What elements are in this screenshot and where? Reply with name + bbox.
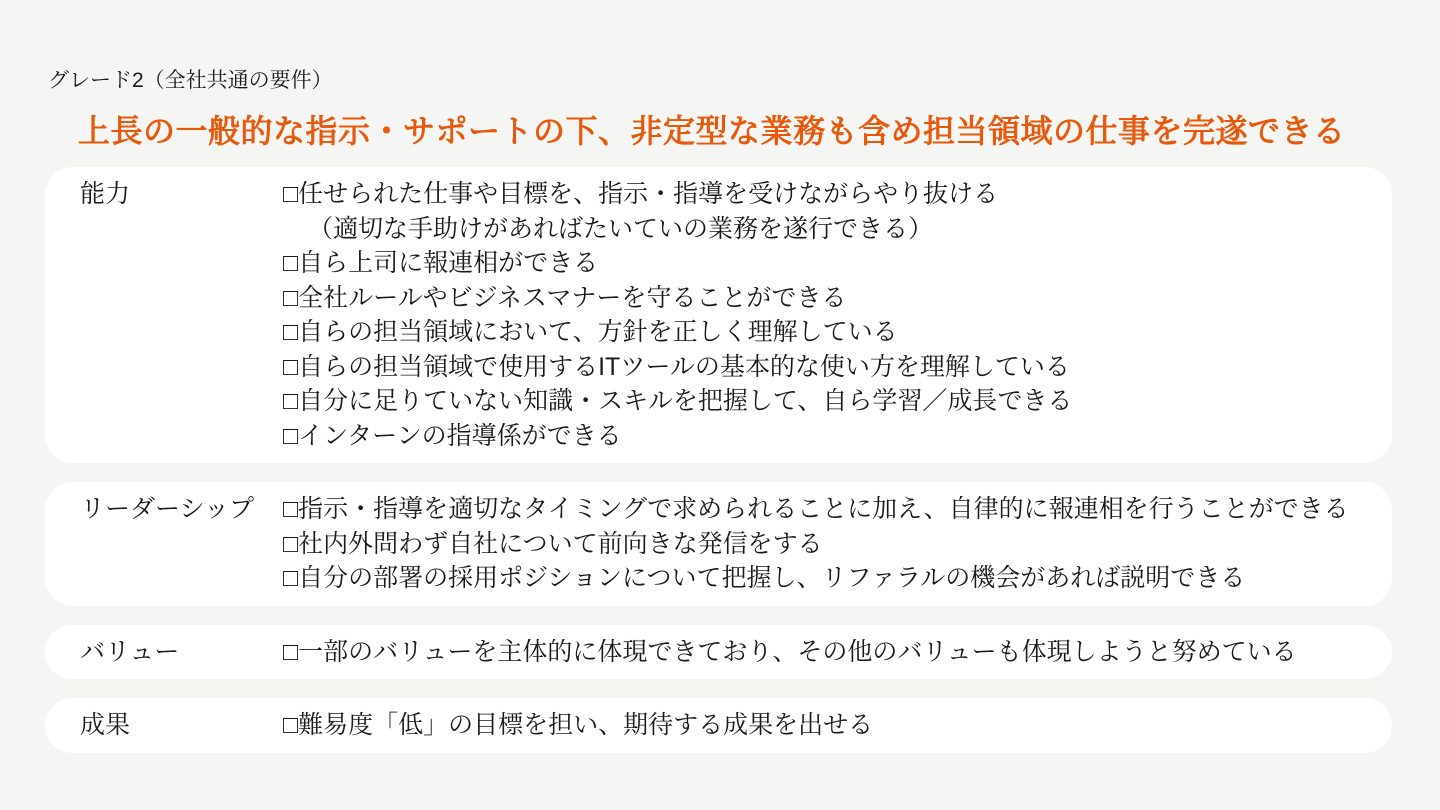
section-card-results xyxy=(45,698,1392,753)
checklist-item xyxy=(283,246,1372,281)
item-text: 自分に足りていない知識・スキルを把握して、自ら学習／成長できる xyxy=(298,387,1073,415)
item-text: 全社ルールやビジネスマナーを守ることができる xyxy=(298,283,847,312)
item-text: 自らの担当領域において、方針を正しく理解している xyxy=(298,318,898,346)
checklist-item xyxy=(283,708,1372,743)
checkbox-icon: □ xyxy=(283,180,299,208)
item-text: インターンの指導係ができる xyxy=(298,421,622,450)
checkbox-icon: □ xyxy=(283,283,299,312)
checkbox-icon: □ xyxy=(283,529,299,558)
checklist-item xyxy=(283,492,1372,527)
checklist xyxy=(283,177,1372,453)
checkbox-icon: □ xyxy=(283,495,299,523)
checkbox-icon: □ xyxy=(283,249,299,277)
item-text: 一部のバリューを主体的に体現できており、その他のバリューも体現しようと努めている xyxy=(298,637,1297,666)
section-card-values xyxy=(45,625,1392,680)
checkbox-icon: □ xyxy=(283,318,299,346)
section-card-leadership xyxy=(45,482,1392,606)
item-text: 指示・指導を適切なタイミングで求められることに加え、自律的に報連相を行うことができる xyxy=(298,495,1349,523)
item-text: （適切な手助けがあればたいていの業務を遂行できる） xyxy=(308,214,934,243)
checklist-item xyxy=(283,527,1372,562)
item-text: 任せられた仕事や目標を、指示・指導を受けながらやり抜ける xyxy=(298,180,999,208)
checklist-item xyxy=(283,635,1372,670)
item-text: 自分の部署の採用ポジションについて把握し、リファラルの機会があれば説明できる xyxy=(298,564,1246,592)
item-text: 社内外問わず自社について前向きな発信をする xyxy=(298,529,823,558)
checkbox-icon: □ xyxy=(283,637,299,666)
section-label: 能力 xyxy=(80,180,131,208)
checklist-item-note xyxy=(283,212,1372,247)
checkbox-icon: □ xyxy=(283,564,299,592)
checklist-item xyxy=(283,315,1372,350)
checklist-item xyxy=(283,419,1372,454)
checklist-item xyxy=(283,281,1372,316)
section-label: バリュー xyxy=(80,637,180,666)
section-label: 成果 xyxy=(80,711,131,739)
item-text: 自らの担当領域で使用するITツールの基本的な使い方を理解している xyxy=(298,352,1070,381)
checkbox-icon: □ xyxy=(283,352,299,381)
page-title: グレード2（全社共通の要件） xyxy=(48,69,333,92)
checklist-item xyxy=(283,384,1372,419)
item-text: 自ら上司に報連相ができる xyxy=(298,249,599,277)
checklist xyxy=(283,708,1372,743)
checklist-item xyxy=(283,177,1372,212)
checklist xyxy=(283,492,1372,596)
checklist xyxy=(283,635,1372,670)
requirement-cards xyxy=(45,167,1392,772)
item-text: 難易度「低」の目標を担い、期待する成果を出せる xyxy=(298,711,874,739)
checklist-item xyxy=(283,350,1372,385)
section-card-ability xyxy=(45,167,1392,463)
checkbox-icon: □ xyxy=(283,421,299,450)
checklist-item xyxy=(283,561,1372,596)
checkbox-icon: □ xyxy=(283,711,299,739)
main-heading: 上長の一般的な指示・サポートの下、非定型な業務も含め担当領域の仕事を完遂できる xyxy=(78,113,1346,149)
section-label: リーダーシップ xyxy=(80,495,255,523)
checkbox-icon: □ xyxy=(283,387,299,415)
